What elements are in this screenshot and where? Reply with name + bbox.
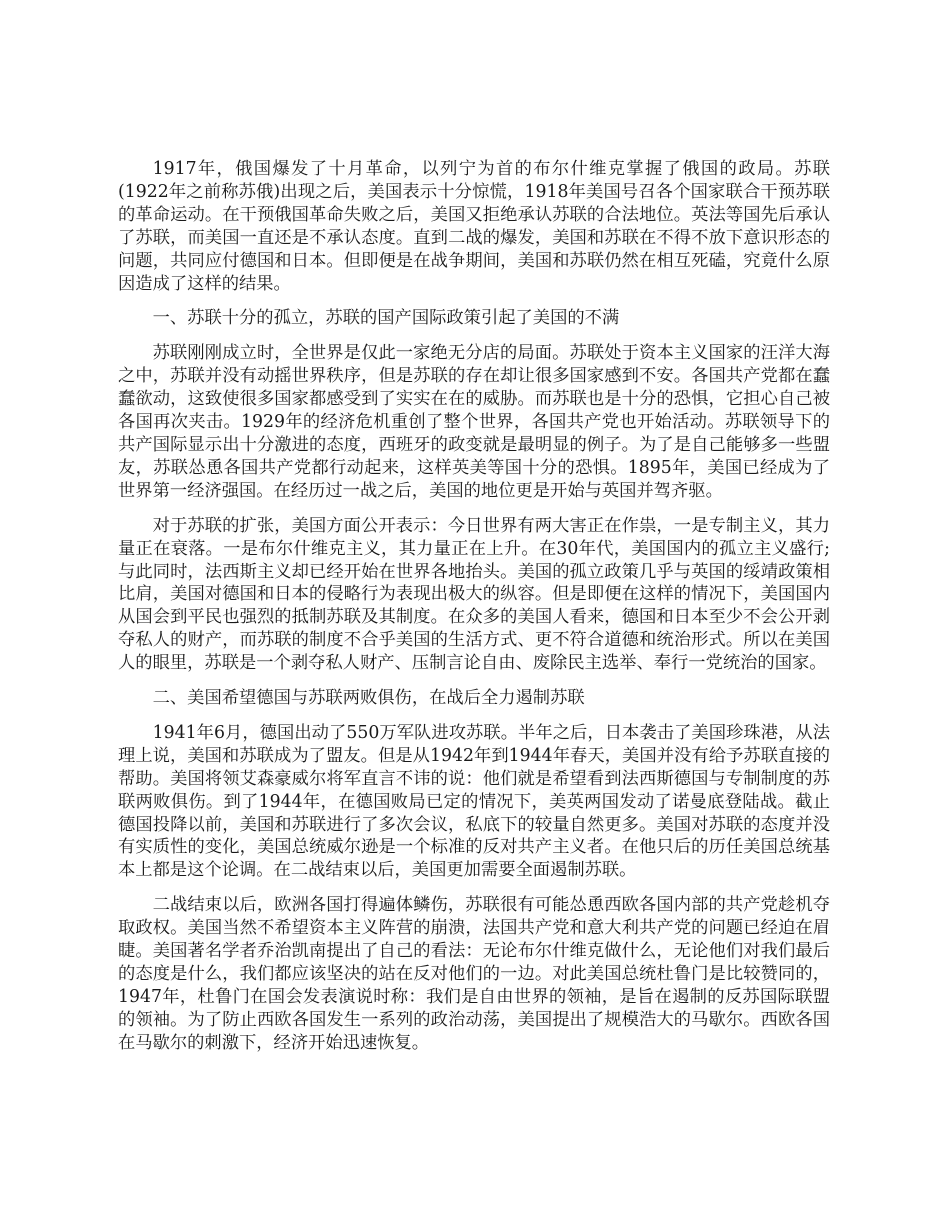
body-paragraph: 对于苏联的扩张，美国方面公开表示：今日世界有两大害正在作祟，一是专制主义，其力量正在衰落。一是布尔什维克主义，其力量正在上升。在30年代，美国国内的孤立主义盛行;与此同时，法西斯主义却已经开始在世界各地抬头。美国的孤立政策几乎与英国的绥靖政策相比肩，美国对德国和日本的侵略行为表现出极大的纵容。但是即便在这样的情况下，美国国内从国会到平民也强烈的抵制苏联及其制度。在众多的美国人看来，德国和日本至少不会公开剥夺私人的财产，而苏联的制度不合乎美国的生活方式、更不符合道德和统治形式。所以在美国人的眼里，苏联是一个剥夺私人财产、压制言论自由、废除民主选举、奉行一党统治的国家。 bbox=[118, 515, 830, 674]
section-heading-1: 一、苏联十分的孤立，苏联的国产国际政策引起了美国的不满 bbox=[152, 308, 620, 329]
body-paragraph: 二战结束以后，欧洲各国打得遍体鳞伤，苏联很有可能怂恿西欧各国内部的共产党趁机夺取政权。美国当然不希望资本主义阵营的崩溃，法国共产党和意大利共产党的问题已经迫在眉睫。美国著名学者乔治凯南提出了自己的看法：无论布尔什维克做什么，无论他们对我们最后的态度是什么，我们都应该坚决的站在反对他们的一边。对此美国总统杜鲁门是比较赞同的，1947年，杜鲁门在国会发表演说时称：我们是自由世界的领袖，是旨在遏制的反苏国际联盟的领袖。为了防止西欧各国发生一系列的政治动荡，美国提出了规模浩大的马歇尔。西欧各国在马歇尔的刺激下，经济开始迅速恢复。 bbox=[118, 895, 830, 1053]
body-paragraph: 1941年6月，德国出动了550万军队进攻苏联。半年之后，日本袭击了美国珍珠港，从法理上说，美国和苏联成为了盟友。但是从1942年到1944年春天，美国并没有给予苏联直接的帮助。美国将领艾森豪威尔将军直言不讳的说：他们就是希望看到法西斯德国与专制制度的苏联两败俱伤。到了1944年，在德国败局已定的情况下，美英两国发动了诺曼底登陆战。截止德国投降以前，美国和苏联进行了多次会议，私底下的较量自然更多。美国对苏联的态度并没有实质性的变化，美国总统威尔逊是一个标准的反对共产主义者。在他只后的历任美国总统基本上都是这个论调。在二战结束以后，美国更加需要全面遏制苏联。 bbox=[118, 722, 830, 881]
document-body bbox=[118, 158, 830, 1067]
intro-paragraph: 1917年，俄国爆发了十月革命，以列宁为首的布尔什维克掌握了俄国的政局。苏联(1922年之前称苏俄)出现之后，美国表示十分惊慌，1918年美国号召各个国家联合干预苏联的革命运动。在干预俄国革命失败之后，美国又拒绝承认苏联的合法地位。英法等国先后承认了苏联，而美国一直还是不承认态度。直到二战的爆发，美国和苏联在不得不放下意识形态的问题，共同应付德国和日本。但即便是在战争期间，美国和苏联仍然在相互死磕，究竟什么原因造成了这样的结果。 bbox=[118, 159, 830, 294]
section-heading-2: 二、美国希望德国与苏联两败俱伤，在战后全力遏制苏联 bbox=[152, 688, 585, 709]
body-paragraph: 苏联刚刚成立时，全世界是仅此一家绝无分店的局面。苏联处于资本主义国家的汪洋大海之中，苏联并没有动摇世界秩序，但是苏联的存在却让很多国家感到不安。各国共产党都在蠢蠢欲动，这致使很多国家都感受到了实实在在的威胁。而苏联也是十分的恐惧，它担心自己被各国再次夹击。1929年的经济危机重创了整个世界，各国共产党也开始活动。苏联领导下的共产国际显示出十分激进的态度，西班牙的政变就是最明显的例子。为了是自己能够多一些盟友，苏联怂恿各国共产党都行动起来，这样英美等国十分的恐惧。1895年，美国已经成为了世界第一经济强国。在经历过一战之后，美国的地位更是开始与英国并驾齐驱。 bbox=[118, 343, 830, 501]
